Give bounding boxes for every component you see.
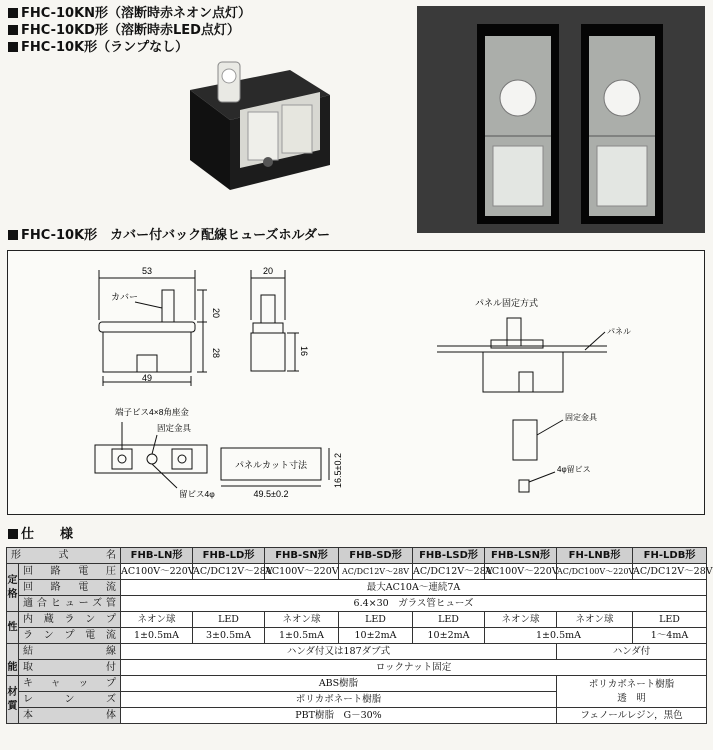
header-line-1-text: FHC-10KN形（溶断時赤ネオン点灯）	[21, 6, 252, 21]
model-header: FHB-LN形	[121, 548, 193, 564]
spec-row-lamp	[7, 612, 707, 628]
label-mount: 取付	[19, 660, 121, 676]
header-title-1	[8, 6, 251, 22]
cell-lamp-current: 10±2mA	[339, 628, 413, 644]
cell-voltage: AC100V～220V	[121, 564, 193, 580]
spec-col-header: 形 式 名	[7, 548, 121, 564]
dim-53: 53	[141, 266, 153, 276]
bullet-square-icon	[8, 529, 18, 539]
cell-voltage: AC/DC12V～28V	[193, 564, 265, 580]
cell-mount: ロックナット固定	[121, 660, 707, 676]
dim-28: 28	[211, 348, 221, 359]
label-cover: カバー	[111, 292, 139, 302]
cell-voltage: AC/DC12V～28V	[339, 564, 413, 580]
spec-row-wiring	[7, 644, 707, 660]
model-header: FHB-SN形	[265, 548, 339, 564]
header-title-3	[8, 40, 188, 56]
spec-header-row	[7, 548, 707, 564]
cell-lamp: LED	[633, 612, 707, 628]
bullet-square-icon	[8, 8, 18, 18]
cell-cap-lens-alt	[557, 676, 707, 708]
label-wiring: 結線	[19, 644, 121, 660]
cell-lamp-current: 1±0.5mA	[265, 628, 339, 644]
drawing-section-title-text: FHC-10K形 カバー付バック配線ヒューズホルダー	[21, 228, 330, 243]
label-bracket-small: 固定金具	[565, 413, 597, 422]
product-photo-front-drawing	[417, 6, 705, 233]
cell-wiring: ハンダ付又は187ダブ式	[121, 644, 557, 660]
label-panel: パネル	[607, 327, 631, 336]
cell-lamp: LED	[339, 612, 413, 628]
cell-current: 最大AC10A～連続7A	[121, 580, 707, 596]
cell-voltage: AC/DC12V～28V	[633, 564, 707, 580]
spec-table	[6, 547, 713, 724]
dim-49: 49	[141, 373, 153, 383]
spec-row-lamp-current	[7, 628, 707, 644]
cell-cap: ABS樹脂	[121, 676, 557, 692]
dimension-drawing	[7, 250, 705, 515]
model-header: FH-LNB形	[557, 548, 633, 564]
bullet-square-icon	[8, 230, 18, 240]
cell-voltage: AC/DC12V～28V	[413, 564, 485, 580]
label-screw: 留ビス4φ	[179, 489, 215, 499]
group-material-char-2: 質	[7, 700, 18, 712]
label-panel-cut: パネルカット寸法	[235, 460, 307, 470]
label-lens: レンズ	[19, 692, 121, 708]
cell-cap-alt-clear: 透 明	[617, 692, 646, 704]
cell-lamp-current: 3±0.5mA	[193, 628, 265, 644]
spec-row-body	[7, 708, 707, 724]
product-photo-isometric	[170, 50, 350, 200]
cell-lamp-current: 10±2mA	[413, 628, 485, 644]
cell-lamp-current: 1～4mA	[633, 628, 707, 644]
group-nature: 性	[7, 612, 19, 644]
group-material-char-1: 材	[7, 686, 18, 698]
cell-lamp: ネオン球	[485, 612, 557, 628]
spec-row-mount	[7, 660, 707, 676]
spec-row-cap	[7, 676, 707, 692]
dim-panel-width: 49.5±0.2	[253, 489, 289, 499]
cell-lamp: ネオン球	[121, 612, 193, 628]
dim-panel-height: 16.5±0.2	[333, 453, 343, 488]
label-current: 回路電流	[19, 580, 121, 596]
label-voltage: 回路電圧	[19, 564, 121, 580]
label-fuse: 適合ヒューズ管	[19, 596, 121, 612]
cell-body: フェノールレジン，黒色	[557, 708, 707, 724]
label-body: 本体	[19, 708, 121, 724]
dim-20-top: 20	[211, 308, 221, 319]
cell-cap-alt-material: ポリカボネート樹脂	[588, 678, 675, 690]
label-lamp: 内蔵ランプ	[19, 612, 121, 628]
drawing-section-title	[8, 228, 330, 244]
model-header: FHB-SD形	[339, 548, 413, 564]
label-screw-small: 4φ留ビス	[557, 465, 591, 474]
group-rating	[7, 564, 19, 612]
spec-section-title	[8, 527, 73, 543]
cell-voltage: AC100V～220V	[485, 564, 557, 580]
group-rating-char-1: 定	[7, 574, 18, 586]
cell-voltage: AC/DC100V～220V	[557, 564, 633, 580]
label-terminal: 端子ビス4×8角座金	[115, 407, 189, 417]
model-header: FHB-LSN形	[485, 548, 557, 564]
cell-fuse: 6.4×30 ガラス管ヒューズ	[121, 596, 707, 612]
header-title-2	[8, 23, 240, 39]
cell-lamp: ネオン球	[265, 612, 339, 628]
dim-20-side: 20	[262, 266, 274, 276]
group-function: 能	[7, 644, 19, 676]
label-panel-method: パネル固定方式	[475, 298, 539, 308]
cell-lamp: ネオン球	[557, 612, 633, 628]
product-photo-front	[417, 6, 705, 233]
cell-lamp-current: 1±0.5mA	[121, 628, 193, 644]
spec-row-fuse	[7, 596, 707, 612]
header-line-3-text: FHC-10K形（ランプなし）	[21, 40, 189, 55]
group-rating-char-2: 格	[7, 588, 18, 600]
spec-row-current	[7, 580, 707, 596]
cell-body: PBT樹脂 G－30%	[121, 708, 557, 724]
cell-lens: ポリカボネート樹脂	[121, 692, 557, 708]
cell-lamp: LED	[413, 612, 485, 628]
model-header: FH-LDB形	[633, 548, 707, 564]
group-material	[7, 676, 19, 724]
spec-row-voltage	[7, 564, 707, 580]
model-header: FHB-LD形	[193, 548, 265, 564]
cell-lamp: LED	[193, 612, 265, 628]
spec-section-title-text: 仕 様	[21, 527, 74, 542]
dim-16: 16	[299, 346, 309, 357]
bullet-square-icon	[8, 42, 18, 52]
cell-voltage: AC100V～220V	[265, 564, 339, 580]
bullet-square-icon	[8, 25, 18, 35]
cell-lamp-current: 1±0.5mA	[485, 628, 633, 644]
label-lamp-current: ランプ電流	[19, 628, 121, 644]
header-line-2-text: FHC-10KD形（溶断時赤LED点灯）	[21, 23, 240, 38]
label-cap: キャップ	[19, 676, 121, 692]
model-header: FHB-LSD形	[413, 548, 485, 564]
label-bracket: 固定金具	[157, 423, 192, 433]
cell-wiring: ハンダ付	[557, 644, 707, 660]
